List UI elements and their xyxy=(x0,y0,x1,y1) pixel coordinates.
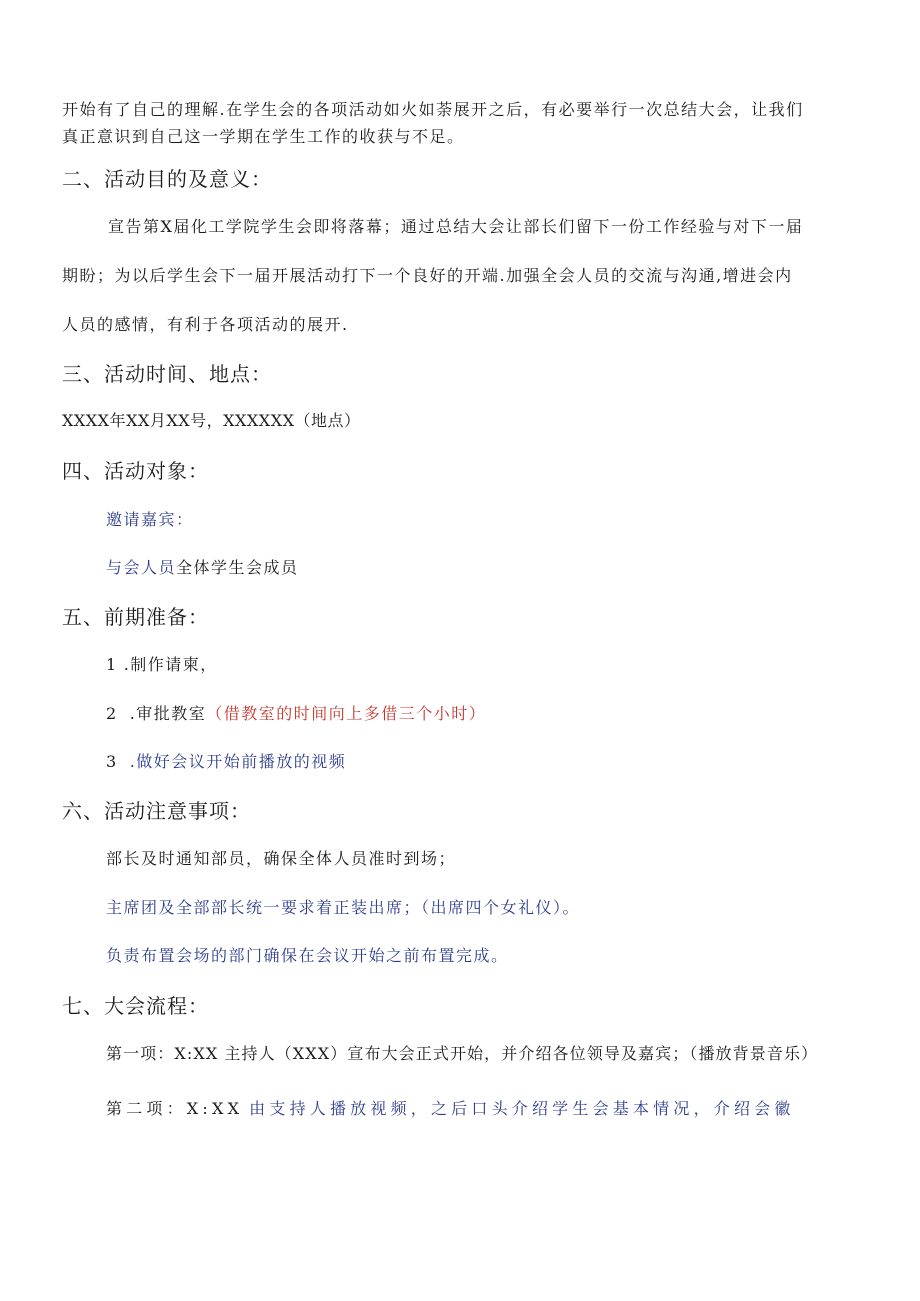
prep-item-2-note: （借教室的时间向上多借三个小时） xyxy=(206,704,487,723)
attendees-label: 与会人员 xyxy=(106,558,177,577)
agenda-item-2-prefix: 第二项：X:XX xyxy=(106,1099,244,1118)
section-6-heading: 六、活动注意事项： xyxy=(62,799,251,823)
section-4-heading: 四、活动对象： xyxy=(62,459,209,483)
agenda-item-1-text: 主持人（XXX）宣布大会正式开始，并介绍各位领导及嘉宾；（播放背景音乐） xyxy=(224,1044,819,1063)
agenda-item-2 xyxy=(106,1096,795,1119)
agenda-item-1-prefix: 第一项：X:XX xyxy=(106,1044,219,1063)
prep-item-1-text: .制作请柬， xyxy=(123,655,218,674)
guests-label: 邀请嘉宾： xyxy=(106,510,194,529)
notice-line-3: 负责布置会场的部门确保在会议开始之前布置完成。 xyxy=(106,946,509,965)
notice-line-2: 主席团及全部部长统一要求着正装出席；（出席四个女礼仪）。 xyxy=(106,898,581,917)
notice-line-1: 部长及时通知部员，确保全体人员准时到场； xyxy=(106,849,457,868)
attendees-line xyxy=(106,555,299,578)
prep-item-2-number: 2 xyxy=(106,704,118,723)
section-7-heading: 七、大会流程： xyxy=(62,994,209,1018)
section-2-heading: 二、活动目的及意义： xyxy=(62,167,272,191)
section-2-paragraph-line-3: 人员的感情，有利于各项活动的展开. xyxy=(62,315,349,334)
section-3-time-place: XXXX年XX月XX号，XXXXXX（地点） xyxy=(62,411,361,430)
section-5-heading: 五、前期准备： xyxy=(62,605,209,629)
section-2-paragraph-line-2: 期盼；为以后学生会下一届开展活动打下一个良好的开端.加强全会人员的交流与沟通,增进会内 xyxy=(62,266,793,285)
prep-item-3-number: 3 xyxy=(106,752,118,771)
prep-item-2-text: .审批教室 xyxy=(129,704,207,723)
prep-item-3 xyxy=(106,749,346,772)
prep-item-1 xyxy=(106,652,218,675)
agenda-item-2-text: 由支持人播放视频，之后口头介绍学生会基本情况，介绍会徽 xyxy=(249,1099,795,1118)
section-2-paragraph-line-1: 宣告第X届化工学院学生会即将落幕；通过总结大会让部长们留下一份工作经验与对下一届 xyxy=(108,217,804,236)
intro-line-2: 真正意识到自己这一学期在学生工作的收获与不足。 xyxy=(62,127,465,146)
section-3-heading: 三、活动时间、地点： xyxy=(62,362,272,386)
intro-line-1: 开始有了自己的理解.在学生会的各项活动如火如荼展开之后，有必要举行一次总结大会，让我们 xyxy=(62,100,804,119)
agenda-item-1 xyxy=(106,1041,818,1064)
prep-item-1-number: 1 xyxy=(106,655,118,674)
prep-item-2 xyxy=(106,701,486,724)
attendees-value: 全体学生会成员 xyxy=(176,558,299,577)
prep-item-3-text: .做好会议开始前播放的视频 xyxy=(129,752,347,771)
